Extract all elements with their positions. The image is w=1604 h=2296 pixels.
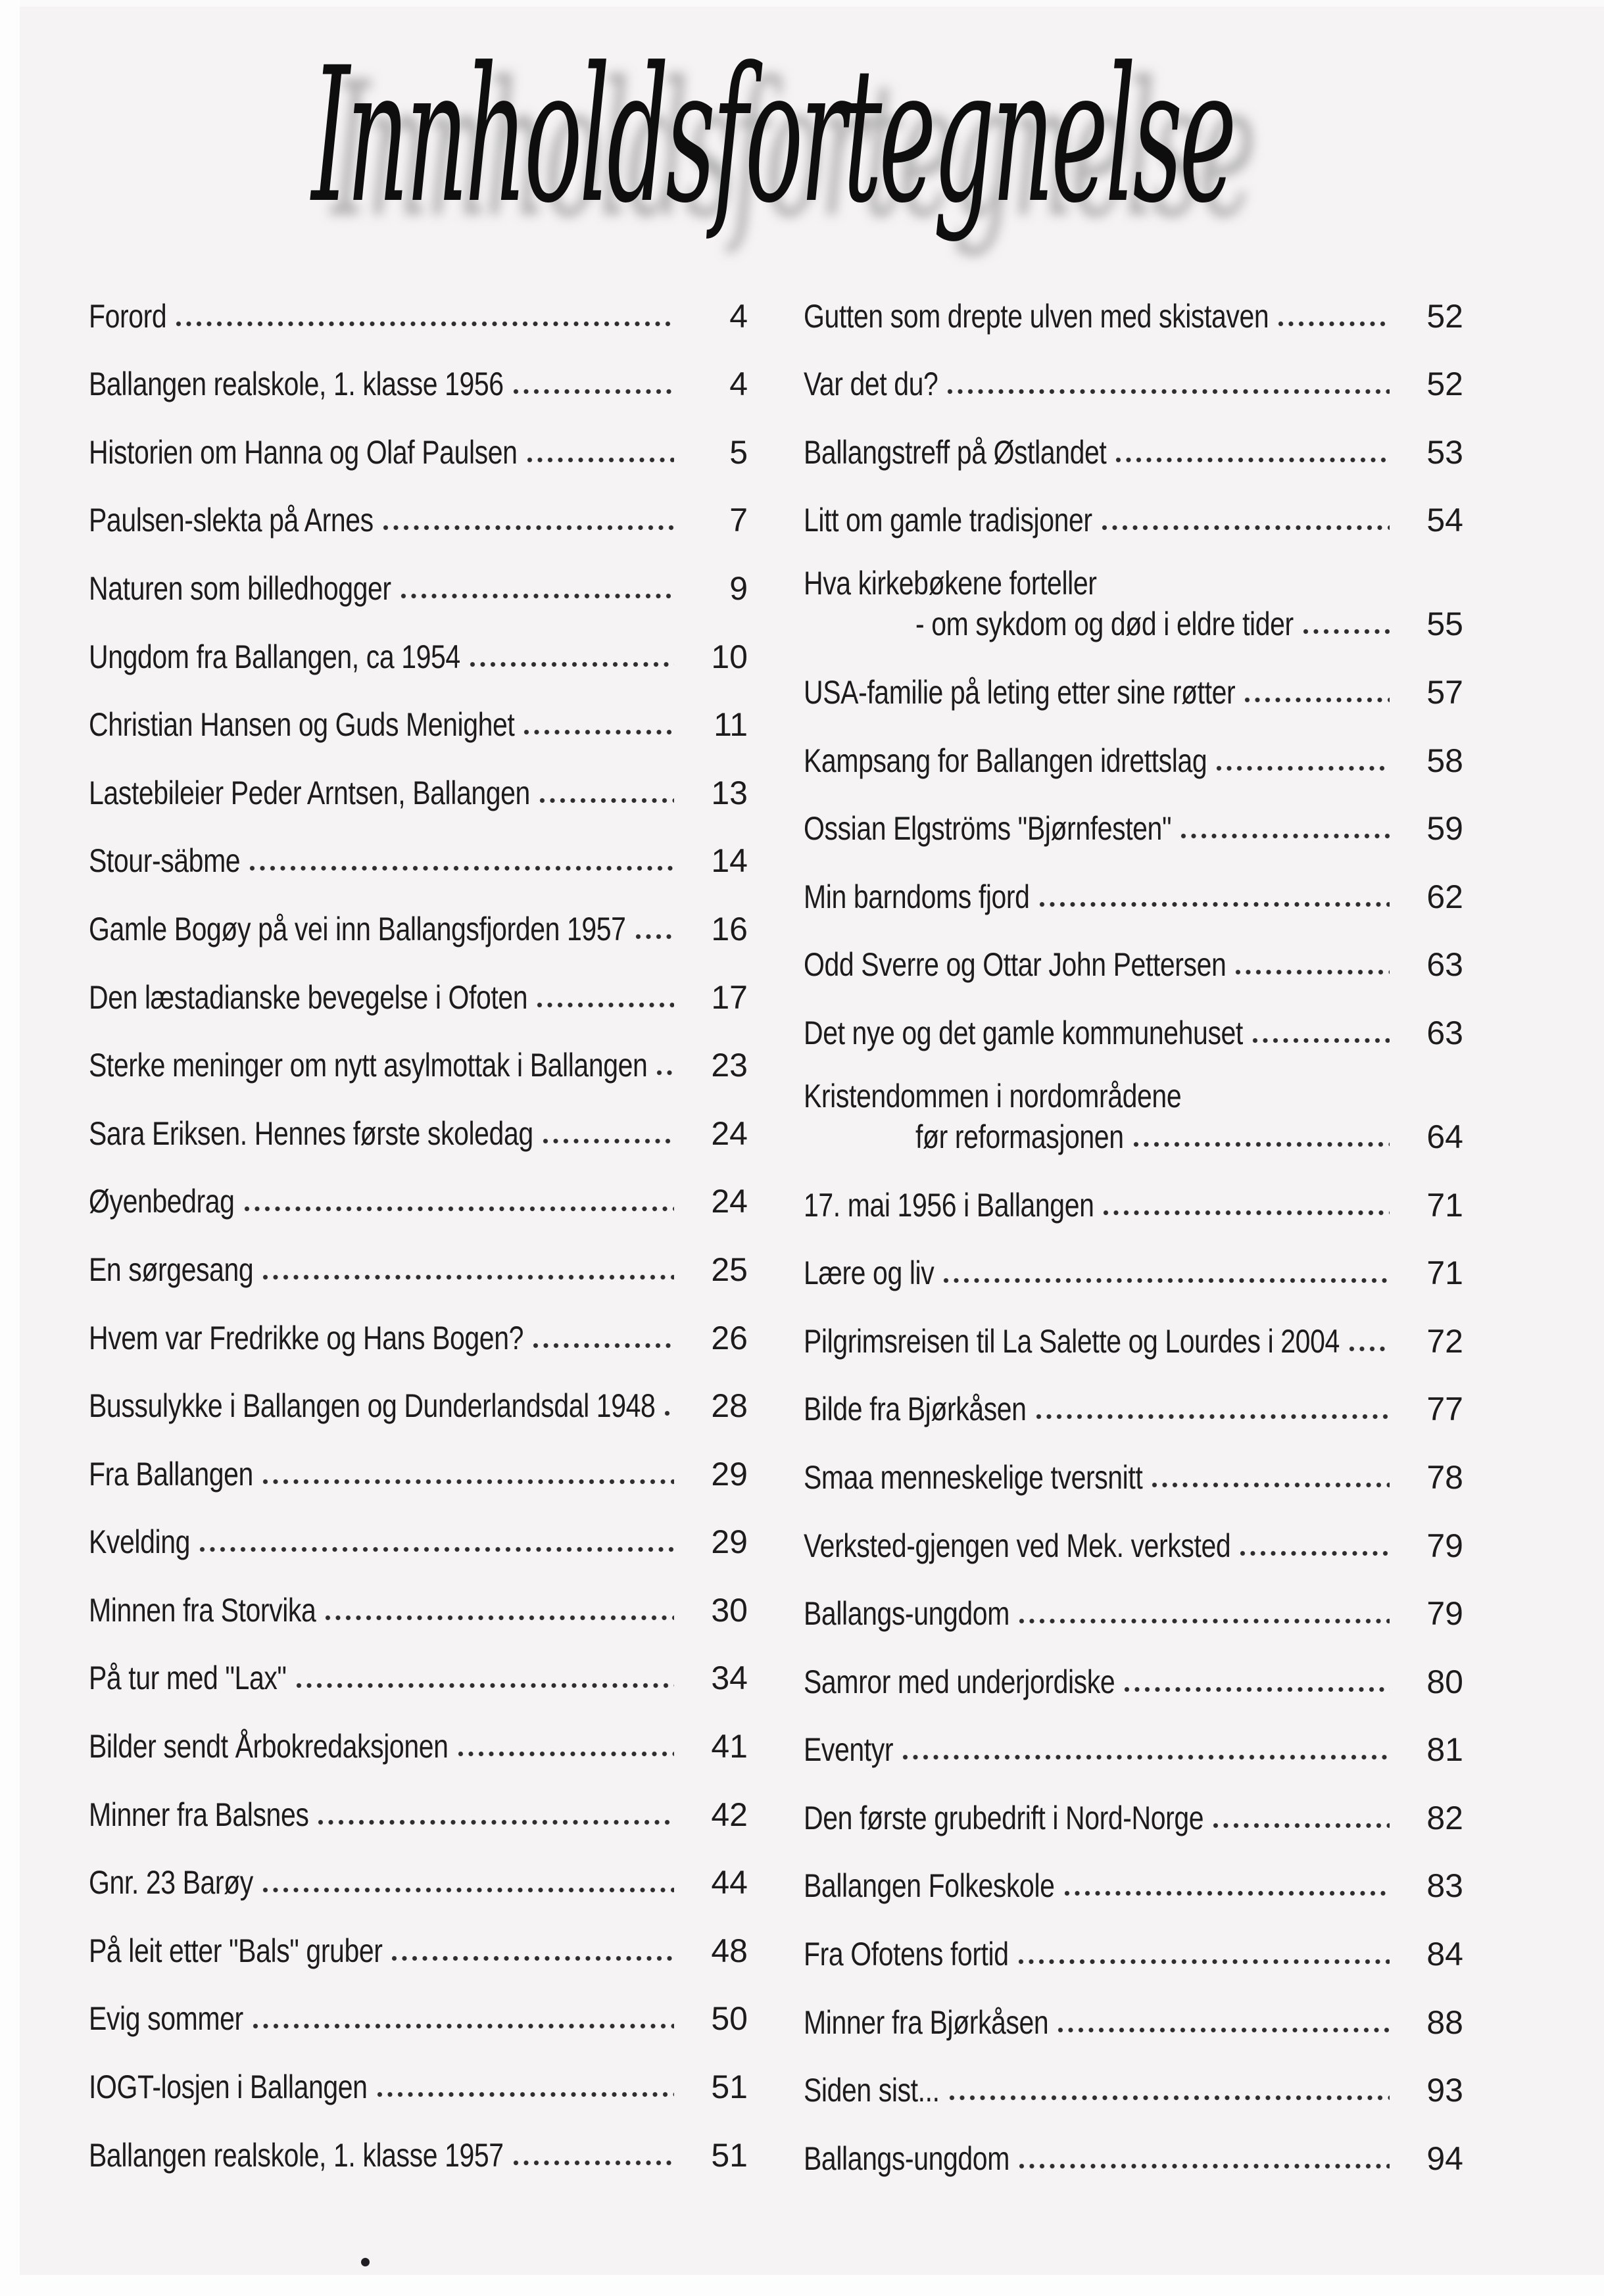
- toc-entry-title: [804, 366, 938, 403]
- toc-column-right: [804, 275, 1463, 2186]
- toc-entry-title-text: Samror med underjordiske: [804, 1663, 1115, 1700]
- toc-entry-title: [89, 1591, 316, 1629]
- toc-entry: [89, 479, 748, 548]
- toc-entry-title: [89, 1798, 308, 1831]
- toc-entry: [804, 651, 1463, 719]
- toc-entry: [89, 1569, 748, 1637]
- toc-entry-title-text: Lære og liv: [804, 1255, 935, 1292]
- page-edge-left: [0, 0, 20, 2296]
- toc-entry: [89, 1501, 748, 1569]
- toc-entry-title-text: Den første grubedrift i Nord-Norge: [804, 1799, 1204, 1836]
- toc-entry-title-line2: - om sykdom og død i eldre tider: [915, 606, 1294, 643]
- toc-entry-title-text: Minner fra Bjørkåsen: [804, 2003, 1049, 2041]
- toc-entry-page-number: 59: [1426, 810, 1463, 848]
- dotted-leader: [199, 1546, 674, 1552]
- toc-entry-title: [804, 2074, 940, 2107]
- toc-entry-title: [804, 1529, 1230, 1562]
- toc-entry: [804, 992, 1463, 1060]
- toc-entry-title: [89, 978, 528, 1016]
- dotted-leader: [383, 525, 674, 531]
- toc-entry-title-text: På tur med "Lax": [89, 1660, 287, 1697]
- toc-entry-title-text: Sara Eriksen. Hennes første skoledag: [89, 1114, 533, 1152]
- toc-entry-page-number: 63: [1426, 1014, 1463, 1051]
- toc-entry-page-number: 14: [711, 842, 748, 880]
- toc-entry-title-text: Siden sist...: [804, 2072, 940, 2109]
- toc-entry: [89, 752, 748, 820]
- toc-entry-title-text: Det nye og det gamle kommunehuset: [804, 1014, 1243, 1051]
- toc-entry-title: [89, 774, 530, 811]
- dotted-leader: [262, 1274, 674, 1280]
- toc-entry: [804, 719, 1463, 788]
- dotted-leader: [1039, 901, 1390, 907]
- toc-entry-page-number: 57: [1426, 673, 1463, 711]
- dotted-leader: [470, 661, 674, 667]
- toc-entry-title-text: Christian Hansen og Guds Menighet: [89, 706, 515, 744]
- toc-entry-page-number: 50: [711, 2000, 748, 2038]
- toc-entry-title-text: USA-familie på leting etter sine røtter: [804, 673, 1236, 711]
- toc-entry-title: [89, 910, 626, 947]
- toc-entry-title-text: Evig sommer: [89, 2000, 243, 2038]
- toc-entry-page-number: 71: [1426, 1186, 1463, 1224]
- toc-entry-page-number: 5: [729, 433, 748, 471]
- toc-entry: [804, 788, 1463, 856]
- toc-entry-title: [89, 366, 504, 403]
- heading-area: [30, 28, 1516, 245]
- toc-entry-title: [89, 1319, 523, 1356]
- toc-entry: [804, 1640, 1463, 1709]
- toc-entry-title-text: Kampsang for Ballangen idrettslag: [804, 742, 1207, 779]
- toc-entry-title: [89, 842, 241, 880]
- dotted-leader: [1349, 1346, 1390, 1352]
- toc-entry-title-text: Den læstadianske bevegelse i Ofoten: [89, 978, 528, 1016]
- toc-entry: [89, 547, 748, 615]
- dotted-leader: [947, 389, 1390, 395]
- toc-entry-title-line2: før reformasjonen: [915, 1118, 1124, 1155]
- toc-entry-title: [89, 1523, 190, 1561]
- toc-entry-page-number: 81: [1426, 1731, 1463, 1769]
- toc-entry-title-text: Historien om Hanna og Olaf Paulsen: [89, 433, 518, 471]
- toc-entry-title: [804, 1016, 1243, 1049]
- dotted-leader: [1115, 457, 1390, 463]
- toc-entry: [89, 1297, 748, 1365]
- toc-entry: [89, 1705, 748, 1773]
- toc-entry-title: [89, 706, 515, 744]
- dotted-leader: [1244, 697, 1390, 703]
- toc-entry: [804, 1777, 1463, 1845]
- toc-entry-title: [804, 1186, 1094, 1224]
- dotted-leader: [543, 1138, 674, 1144]
- toc-entry-page-number: 24: [711, 1183, 748, 1220]
- toc-entry-title: [89, 2000, 243, 2038]
- toc-entry: [804, 1164, 1463, 1232]
- dotted-leader: [1235, 969, 1390, 975]
- ink-speck: [361, 2258, 370, 2266]
- page-edge-top: [0, 0, 1604, 7]
- toc-entry: [804, 479, 1463, 548]
- toc-column-left: [89, 275, 748, 2182]
- toc-entry-title: [89, 1934, 382, 1967]
- toc-entry-title: [804, 1665, 1115, 1698]
- toc-entry-subtitle: [915, 1120, 1124, 1153]
- toc-entry-title-text: Ballangs-ungdom: [804, 1595, 1009, 1633]
- toc-entry-page-number: 77: [1426, 1391, 1463, 1428]
- toc-entry-title-text: Naturen som billedhogger: [89, 569, 391, 607]
- toc-entry: [89, 1637, 748, 1706]
- toc-entry-page-number: 58: [1426, 742, 1463, 779]
- dotted-leader: [1216, 765, 1390, 771]
- toc-entry-page-number: 9: [729, 569, 748, 607]
- toc-entry-title-text: Lastebileier Peder Arntsen, Ballangen: [89, 774, 530, 811]
- dotted-leader: [1064, 1890, 1390, 1896]
- toc-entry-title-text: Ballangen realskole, 1. klasse 1957: [89, 2136, 504, 2174]
- toc-entry: [804, 343, 1463, 412]
- toc-entry-page-number: 23: [711, 1047, 748, 1084]
- toc-entry-title: [804, 1322, 1340, 1360]
- toc-entry-title: [804, 1458, 1143, 1496]
- toc-entry: [804, 1981, 1463, 2049]
- toc-entry-title-text: Minnen fra Storvika: [89, 1591, 316, 1629]
- toc-entry-page-number: 62: [1426, 878, 1463, 915]
- toc-entry-page-number: 4: [729, 366, 748, 403]
- toc-entry: [89, 615, 748, 684]
- toc-entry: [89, 1024, 748, 1093]
- toc-entry: [89, 1909, 748, 1978]
- dotted-leader: [949, 2095, 1390, 2101]
- toc-entry-page-number: 30: [711, 1591, 748, 1629]
- toc-entry-page-number: 34: [711, 1660, 748, 1697]
- toc-entry: [89, 1092, 748, 1160]
- dotted-leader: [458, 1751, 675, 1757]
- dotted-leader: [253, 2023, 674, 2029]
- toc-entry-page-number: 72: [1426, 1322, 1463, 1360]
- toc-entry-title: [804, 567, 1096, 600]
- dotted-leader: [1133, 1141, 1390, 1147]
- toc-entry-page-number: 54: [1426, 502, 1463, 539]
- toc-entry-page-number: 79: [1426, 1527, 1463, 1564]
- toc-entry-title: [804, 946, 1227, 984]
- toc-entry-title: [804, 1255, 935, 1292]
- toc-entry: [89, 888, 748, 956]
- toc-entry-title-line1: Hva kirkebøkene forteller: [804, 565, 1097, 602]
- toc-entry-title-text: Øyenbedrag: [89, 1183, 235, 1220]
- toc-entry-title: [804, 1595, 1009, 1633]
- toc-entry-page-number: 48: [711, 1932, 748, 1969]
- toc-entry-title: [89, 569, 391, 607]
- dotted-leader: [325, 1615, 674, 1621]
- dotted-leader: [377, 2092, 674, 2097]
- toc-entry-title-text: Paulsen-slekta på Arnes: [89, 502, 374, 539]
- toc-entry-title: [804, 1391, 1027, 1428]
- dotted-leader: [1102, 525, 1390, 531]
- toc-entry-title-text: Ballangs-ungdom: [804, 2140, 1009, 2177]
- toc-entry-two-line: [804, 547, 1463, 651]
- dotted-leader: [656, 1070, 674, 1076]
- toc-entry-page-number: 11: [714, 706, 748, 744]
- toc-entry: [89, 343, 748, 412]
- toc-entry-subtitle: [915, 606, 1294, 643]
- dotted-leader: [1180, 833, 1390, 839]
- dotted-leader: [635, 934, 674, 940]
- toc-entry-page-number: 44: [711, 1864, 748, 1901]
- toc-entry-title-text: På leit etter "Bals" gruber: [89, 1932, 383, 1969]
- toc-entry-title: [804, 880, 1030, 913]
- toc-entry: [804, 1232, 1463, 1301]
- toc-entry-title: [804, 2142, 1009, 2175]
- toc-entry-title-text: Kvelding: [89, 1523, 190, 1561]
- toc-entry-page-number: 94: [1426, 2140, 1463, 2177]
- toc-entry-title: [804, 744, 1207, 777]
- dotted-leader: [262, 1479, 674, 1485]
- dotted-leader: [513, 389, 674, 395]
- toc-entry-title: [89, 1185, 235, 1218]
- toc-entry-page-number: 29: [711, 1523, 748, 1561]
- toc-entry-title: [89, 1253, 253, 1286]
- toc-entry-page-number: 17: [711, 978, 748, 1016]
- toc-entry-title-text: Minner fra Balsnes: [89, 1796, 309, 1833]
- toc-entry: [89, 1978, 748, 2046]
- dotted-leader: [1303, 629, 1390, 634]
- toc-entry-page-number: 24: [711, 1114, 748, 1152]
- page-edge-bottom: [0, 2275, 1604, 2296]
- dotted-leader: [401, 593, 674, 599]
- toc-entry-page-number: 82: [1426, 1799, 1463, 1836]
- dotted-leader: [1019, 1618, 1390, 1624]
- toc-entry-title: [89, 1049, 647, 1082]
- toc-entry: [89, 2114, 748, 2182]
- toc-entry-title-text: Gnr. 23 Barøy: [89, 1864, 253, 1901]
- toc-entry: [804, 924, 1463, 992]
- toc-entry-two-line: [804, 1060, 1463, 1164]
- toc-entry: [89, 2045, 748, 2114]
- toc-entry: [804, 1573, 1463, 1641]
- toc-entry-title: [804, 1938, 1009, 1971]
- toc-entry-title-text: Ungdom fra Ballangen, ca 1954: [89, 638, 460, 675]
- toc-entry: [89, 1160, 748, 1229]
- dotted-leader: [244, 1206, 674, 1212]
- toc-entry-page-number: 63: [1426, 946, 1463, 984]
- toc-entry-title-text: Bilde fra Bjørkåsen: [804, 1391, 1027, 1428]
- toc-entry-title: [89, 1387, 656, 1425]
- dotted-leader: [1018, 1959, 1390, 1965]
- toc-entry-title-text: En sørgesang: [89, 1251, 254, 1288]
- dotted-leader: [249, 865, 674, 871]
- dotted-leader: [513, 2160, 674, 2166]
- toc-entry: [804, 1709, 1463, 1777]
- toc-entry-page-number: 84: [1426, 1936, 1463, 1973]
- toc-entry: [804, 411, 1463, 479]
- toc-entry-page-number: 42: [711, 1796, 748, 1833]
- toc-entry-page-number: 13: [711, 774, 748, 811]
- dotted-leader: [902, 1754, 1390, 1760]
- toc-entry-title: [804, 673, 1236, 711]
- toc-entry: [804, 275, 1463, 343]
- toc-entry: [89, 684, 748, 752]
- dotted-leader: [176, 321, 674, 327]
- toc-entry-title-text: Fra Ofotens fortid: [804, 1936, 1009, 1973]
- toc-entry-title: [89, 2069, 368, 2106]
- toc-entry-page-number: 28: [711, 1387, 748, 1425]
- toc-entry-title: [804, 2003, 1049, 2041]
- toc-entry-title-text: Pilgrimsreisen til La Salette og Lourdes i 2004: [804, 1322, 1340, 1360]
- dotted-leader: [1124, 1686, 1390, 1692]
- toc-entry: [89, 1433, 748, 1501]
- dotted-leader: [1278, 321, 1390, 327]
- toc-entry: [804, 1368, 1463, 1437]
- toc-entry-title: [89, 1114, 533, 1152]
- toc-entry-title: [804, 297, 1269, 335]
- toc-entry-title-text: Fra Ballangen: [89, 1455, 253, 1493]
- toc-entry-page-number: 83: [1426, 1867, 1463, 1905]
- dotted-leader: [391, 1955, 674, 1961]
- toc-entry-title: [89, 1866, 253, 1899]
- toc-entry-page-number: 41: [711, 1728, 748, 1765]
- toc-entry-title-text: Smaa menneskelige tversnitt: [804, 1458, 1143, 1496]
- toc-entry-title-text: Hvem var Fredrikke og Hans Bogen?: [89, 1319, 523, 1356]
- toc-entry-title-text: Gamle Bogøy på vei inn Ballangsfjorden 1957: [89, 910, 626, 947]
- toc-entry: [89, 820, 748, 888]
- toc-entry-page-number: 51: [711, 2069, 748, 2106]
- toc-entry-page-number: 55: [1426, 606, 1463, 643]
- toc-entry-title-text: Eventyr: [804, 1731, 894, 1769]
- page-title: Innholdsfortegnelse: [312, 28, 1234, 245]
- toc-entry-title: [804, 433, 1107, 471]
- toc-entry: [89, 956, 748, 1024]
- dotted-leader: [262, 1887, 674, 1893]
- toc-entry-title-text: Gutten som drepte ulven med skistaven: [804, 297, 1269, 335]
- toc-entry: [89, 1365, 748, 1433]
- toc-entry-page-number: 64: [1426, 1118, 1463, 1155]
- toc-entry-page-number: 26: [711, 1319, 748, 1356]
- toc-entry-title-line1: Kristendommen i nordområdene: [804, 1077, 1182, 1114]
- toc-entry-title-text: Verksted-gjengen ved Mek. verksted: [804, 1527, 1231, 1564]
- dotted-leader: [533, 1343, 674, 1349]
- toc-entry: [804, 2049, 1463, 2118]
- dotted-leader: [318, 1819, 674, 1825]
- toc-entry-title: [804, 1867, 1055, 1905]
- toc-entry-page-number: 78: [1426, 1458, 1463, 1496]
- toc-entry-title-text: Min barndoms fjord: [804, 878, 1030, 915]
- toc-entry-title: [89, 2136, 504, 2174]
- toc-entry-page-number: 16: [711, 910, 748, 947]
- toc-entry-page-number: 52: [1426, 366, 1463, 403]
- toc-entry-page-number: 29: [711, 1455, 748, 1493]
- dotted-leader: [523, 729, 674, 735]
- dotted-leader: [296, 1683, 674, 1688]
- toc-entry: [804, 855, 1463, 924]
- toc-entry: [89, 1773, 748, 1842]
- toc-entry: [804, 1504, 1463, 1573]
- dotted-leader: [1213, 1823, 1390, 1829]
- toc-entry-title-text: Ballangen realskole, 1. klasse 1956: [89, 366, 504, 403]
- toc-entry-page-number: 79: [1426, 1595, 1463, 1633]
- toc-entry: [804, 2117, 1463, 2186]
- toc-entry-title: [804, 1731, 894, 1769]
- dotted-leader: [943, 1278, 1390, 1283]
- toc-entry: [89, 275, 748, 343]
- toc-entry-title: [89, 433, 518, 471]
- toc-entry-title-text: Ballangen Folkeskole: [804, 1867, 1055, 1905]
- toc-entry-title-text: Sterke meninger om nytt asylmottak i Ballangen: [89, 1047, 648, 1084]
- toc-entry-page-number: 51: [711, 2136, 748, 2174]
- dotted-leader: [1019, 2163, 1390, 2169]
- toc-entry-page-number: 4: [729, 297, 748, 335]
- toc-entry-title: [804, 1077, 1182, 1114]
- toc-entry-page-number: 80: [1426, 1663, 1463, 1700]
- toc-entry-page-number: 25: [711, 1251, 748, 1288]
- toc-entry-title-text: Odd Sverre og Ottar John Pettersen: [804, 946, 1227, 984]
- toc-entry-title-text: IOGT-losjen i Ballangen: [89, 2069, 368, 2106]
- toc-entry-title-text: Bussulykke i Ballangen og Dunderlandsdal 1948: [89, 1387, 656, 1425]
- dotted-leader: [1057, 2027, 1390, 2033]
- toc-entry-title: [89, 504, 374, 537]
- toc-entry-title: [89, 297, 167, 335]
- toc-entry: [804, 1913, 1463, 1981]
- dotted-leader: [1036, 1414, 1390, 1420]
- toc-entry: [804, 1436, 1463, 1504]
- dotted-leader: [1103, 1210, 1390, 1216]
- toc-entry: [89, 1228, 748, 1297]
- toc-entry-title-text: Ossian Elgströms "Bjørnfesten": [804, 810, 1172, 848]
- dotted-leader: [1152, 1482, 1390, 1488]
- toc-entry-title-text: Litt om gamle tradisjoner: [804, 502, 1092, 539]
- toc-entry-page-number: 10: [711, 638, 748, 675]
- toc-entry-title: [804, 1799, 1204, 1836]
- dotted-leader: [539, 798, 674, 803]
- toc-entry-page-number: 93: [1426, 2072, 1463, 2109]
- toc-entry: [804, 1300, 1463, 1368]
- toc-entry-title-text: Forord: [89, 297, 167, 335]
- toc-entry-title-text: 17. mai 1956 i Ballangen: [804, 1186, 1094, 1224]
- dotted-leader: [664, 1410, 674, 1416]
- dotted-leader: [527, 457, 674, 463]
- toc-entry-title-text: Stour-säbme: [89, 842, 241, 880]
- toc-entry-title: [89, 640, 460, 673]
- dotted-leader: [1252, 1038, 1390, 1043]
- dotted-leader: [1240, 1550, 1390, 1556]
- toc-entry: [804, 1845, 1463, 1913]
- toc-entry-title: [804, 504, 1092, 537]
- toc-entry-page-number: 7: [729, 502, 748, 539]
- toc-entry-page-number: 52: [1426, 297, 1463, 335]
- dotted-leader: [537, 1002, 674, 1008]
- toc-entry: [89, 1842, 748, 1910]
- toc-entry-title-text: Ballangstreff på Østlandet: [804, 433, 1107, 471]
- toc-entry-page-number: 71: [1426, 1255, 1463, 1292]
- toc-entry: [89, 411, 748, 479]
- toc-entry-title: [89, 1660, 287, 1697]
- toc-entry-title: [89, 1730, 449, 1763]
- toc-entry-title-text: Bilder sendt Årbokredaksjonen: [89, 1728, 449, 1765]
- toc-entry-title: [89, 1455, 253, 1493]
- toc-entry-page-number: 88: [1426, 2003, 1463, 2041]
- toc-entry-title-text: Var det du?: [804, 366, 938, 403]
- toc-entry-title: [804, 810, 1172, 848]
- toc-entry-page-number: 53: [1426, 433, 1463, 471]
